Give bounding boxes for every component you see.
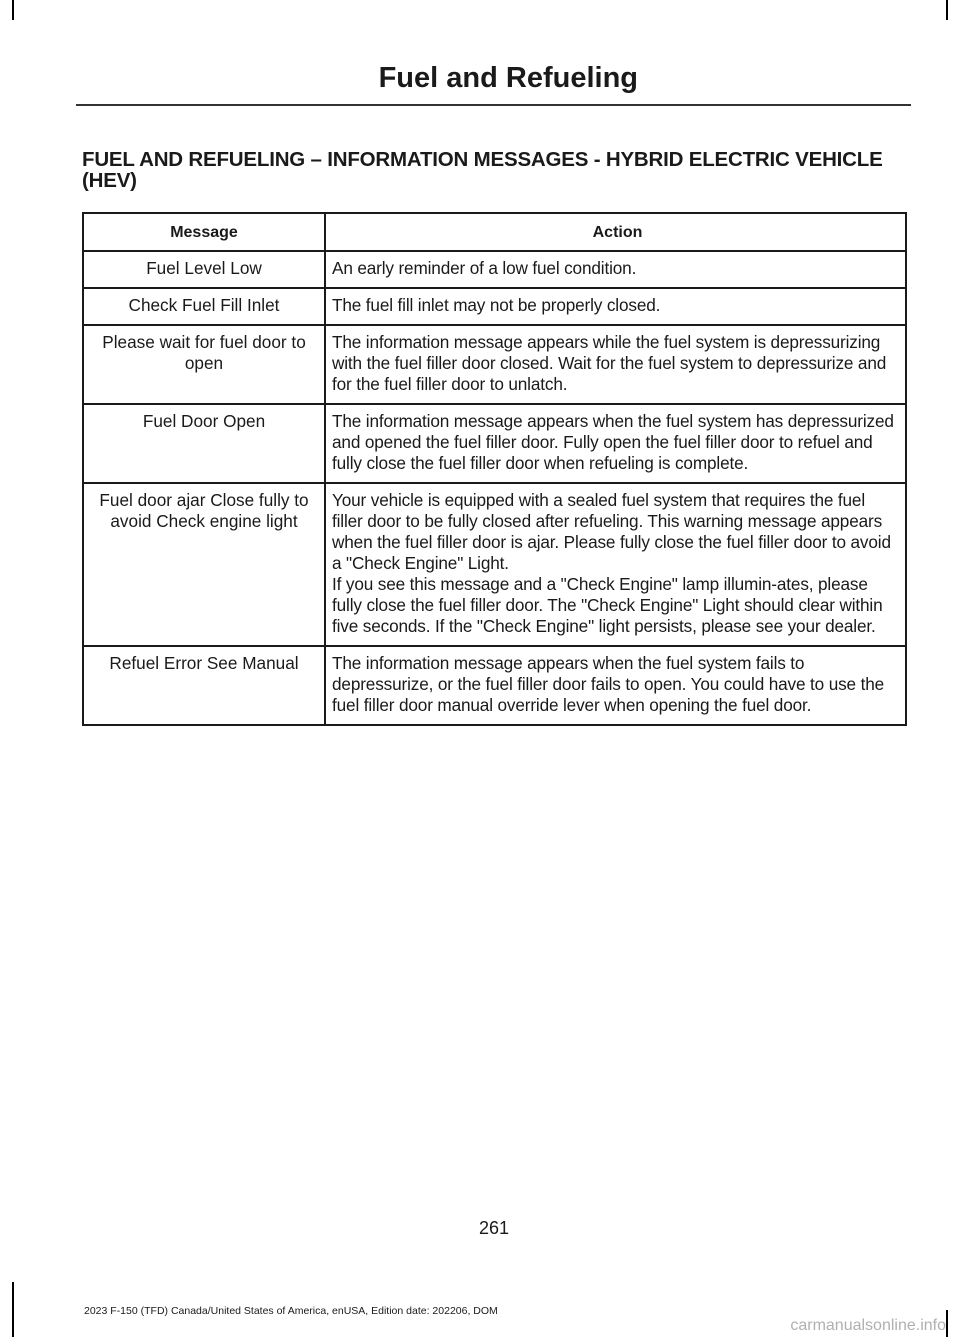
action-cell [325,251,906,288]
action-cell [325,325,906,404]
action-cell [325,288,906,325]
action-paragraph: Your vehicle is equipped with a sealed fuel system that requires the fuel filler door to be fully closed after refueling. This warning message appears when the fuel filler door is ajar. Please fully close the fuel filler door to avoid a "Check Engine" Light. [332,490,891,573]
edition-footer: 2023 F-150 (TFD) Canada/United States of America, enUSA, Edition date: 202206, DOM [84,1305,498,1317]
crop-mark-bottom-left [12,1282,14,1337]
information-messages-table [82,212,907,726]
crop-mark-top-right [946,0,948,20]
table-header-row [83,213,906,251]
header-divider [76,104,911,106]
column-header-message: Message [83,213,325,251]
table-row [83,404,906,483]
action-paragraph: The fuel fill inlet may not be properly closed. [332,295,661,315]
crop-mark-bottom-right [946,1310,948,1337]
message-cell: Fuel door ajar Close fully to avoid Check engine light [83,483,325,646]
action-cell [325,646,906,725]
table-row [83,646,906,725]
table-body [83,251,906,725]
action-paragraph: If you see this message and a "Check Engine" lamp illumin-ates, please fully close the fuel filler door. The "Check Engine" Light should clear within five seconds. If the "Check Engine" light persists, please see your dealer. [332,574,883,636]
message-cell: Please wait for fuel door to open [83,325,325,404]
action-paragraph: The information message appears when the fuel system has depressurized and opened the fuel filler door. Fully open the fuel filler door to refuel and fully close the fuel filler door when refueling is complete. [332,411,894,473]
action-paragraph: An early reminder of a low fuel condition. [332,258,637,278]
action-cell [325,404,906,483]
watermark: carmanualsonline.info [790,1317,946,1334]
page-header-title: Fuel and Refueling [378,62,638,94]
action-paragraph: The information message appears while the fuel system is depressurizing with the fuel filler door closed. Wait for the fuel system to depressurize and for the fuel filler door to unlatch. [332,332,887,394]
action-paragraph: The information message appears when the fuel system fails to depressurize, or the fuel filler door fails to open. You could have to use the fuel filler door manual override lever when opening the fuel door. [332,653,885,715]
section-heading: FUEL AND REFUELING – INFORMATION MESSAGES - HYBRID ELECTRIC VEHICLE (HEV) [82,148,883,192]
table-row [83,288,906,325]
table-row [83,325,906,404]
message-cell: Check Fuel Fill Inlet [83,288,325,325]
column-header-action: Action [325,213,906,251]
page-number: 261 [478,1218,510,1238]
message-cell: Fuel Door Open [83,404,325,483]
table-row [83,251,906,288]
message-cell: Refuel Error See Manual [83,646,325,725]
table-row [83,483,906,646]
crop-mark-top-left [12,0,14,20]
action-cell [325,483,906,646]
message-cell: Fuel Level Low [83,251,325,288]
